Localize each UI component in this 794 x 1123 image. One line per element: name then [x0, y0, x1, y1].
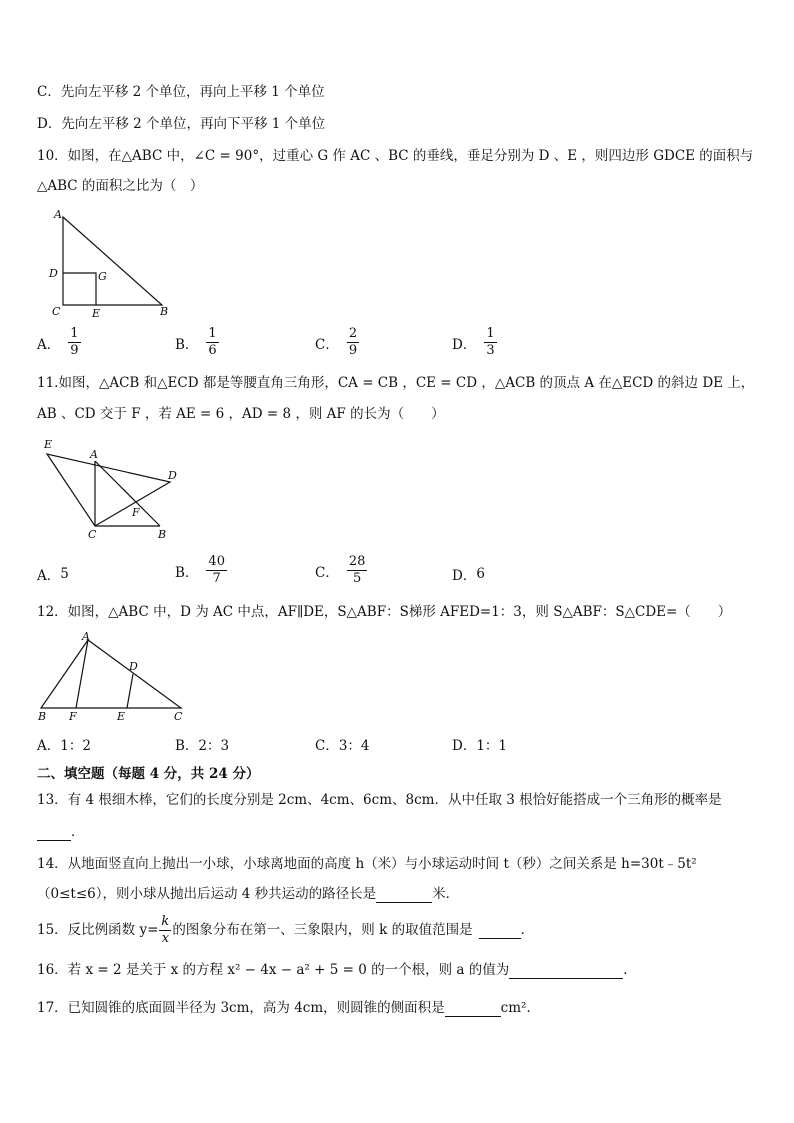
label-a: A: [82, 630, 90, 643]
label-c: C: [88, 528, 97, 541]
label-g: G: [98, 270, 107, 283]
q14-stem-line2: （0≤t≤6），则小球从抛出后运动 4 秒共运动的路径长是 米．: [37, 886, 460, 902]
q12-figure: [36, 630, 186, 725]
label-b: B: [160, 305, 169, 318]
q11-stem-line1: 11.如图，△ACB 和△ECD 都是等腰直角三角形，CA = CB ，CE = CD ，△ACB 的顶点 A 在△ECD 的斜边 DE 上，: [37, 375, 755, 391]
q10-stem-line2: △ABC 的面积之比为（ ）: [37, 178, 204, 194]
label-d: D: [168, 469, 177, 482]
q17-answer-blank[interactable]: [445, 1000, 501, 1017]
q13-answer-blank[interactable]: [37, 824, 71, 841]
q16-stem: 16．若 x = 2 是关于 x 的方程 x² − 4x − a² + 5 = 0 的一个根，则 a 的值为 ．: [37, 962, 637, 978]
q9-option-d: D．先向左平移 2 个单位，再向下平移 1 个单位: [37, 116, 326, 132]
q10-option-a: A． $\frac{1}{9}$: [37, 326, 79, 358]
label-c: C: [174, 710, 183, 723]
triangle-ecd: [47, 454, 170, 526]
q11-option-a: A． 5: [37, 566, 69, 584]
q11-option-c: C． $\frac{28}{5}$: [315, 554, 366, 586]
quadrilateral-gdce: [63, 273, 96, 305]
label-b: B: [38, 710, 47, 723]
q12-option-a: A．1：2: [37, 738, 91, 754]
label-b: B: [158, 528, 167, 541]
q10-option-c: C． $\frac{2}{9}$: [315, 326, 358, 358]
q9-option-c: C．先向左平移 2 个单位，再向上平移 1 个单位: [37, 84, 325, 100]
q12-option-d: D．1：1: [452, 738, 508, 754]
segment-af: [76, 640, 88, 708]
triangle-abc: [63, 217, 162, 305]
q10-options: [37, 326, 757, 366]
q11-option-d: D． 6: [452, 566, 485, 584]
q10-option-d: D． $\frac{1}{3}$: [452, 326, 495, 358]
q15-fraction: $\frac{k}{x}$: [161, 913, 170, 946]
label-f: F: [132, 506, 140, 519]
label-d: D: [49, 267, 58, 280]
label-c: C: [52, 305, 61, 318]
label-a: A: [54, 208, 62, 221]
segment-de: [127, 674, 133, 708]
triangle-abc: [41, 640, 181, 708]
q11-options: [37, 554, 757, 594]
section-fill-in-heading: 二、填空题（每题 4 分，共 24 分）: [37, 766, 260, 782]
q12-option-c: C．3：4: [315, 738, 370, 754]
q10-option-b: B． $\frac{1}{6}$: [175, 326, 217, 358]
q15-answer-blank[interactable]: [479, 922, 521, 939]
q11-figure: [40, 432, 190, 547]
label-e: E: [44, 438, 53, 451]
q11-option-b: B． $\frac{40}{7}$: [175, 554, 225, 586]
q16-answer-blank[interactable]: [509, 962, 623, 979]
q12-option-b: B．2：3: [175, 738, 230, 754]
q12-stem: 12．如图，△ABC 中，D 为 AC 中点，AF∥DE，S△ABF：S梯形 AFED=1：3，则 S△ABF：S△CDE=（ ）: [37, 604, 732, 620]
q17-stem: 17．已知圆锥的底面圆半径为 3cm，高为 4cm，则圆锥的侧面积是 cm²．: [37, 1000, 540, 1016]
label-e: E: [92, 307, 101, 320]
q13-stem: 13．有 4 根细木棒，它们的长度分别是 2cm、4cm、6cm、8cm．从中任取 3 根恰好能搭成一个三角形的概率是: [37, 792, 722, 808]
label-d: D: [129, 660, 138, 673]
q14-stem-line1: 14．从地面竖直向上抛出一小球，小球离地面的高度 h（米）与小球运动时间 t（秒）之间关系是 h=30t﹣5t²: [37, 856, 697, 872]
q13-answer-line: ．: [37, 823, 85, 841]
q10-stem-line1: 10．如图，在△ABC 中，∠C = 90°，过重心 G 作 AC 、BC 的垂线，垂足分别为 D 、E ，则四边形 GDCE 的面积与: [37, 148, 754, 164]
label-f: F: [69, 710, 77, 723]
q15-stem: 15．反比例函数 y= $\frac{k}{x}$ 的图象分布在第一、三象限内，则 k 的取值范围是 ．: [37, 913, 535, 946]
label-a: A: [90, 448, 98, 461]
label-e: E: [117, 710, 126, 723]
q11-stem-line2: AB 、CD 交于 F ，若 AE = 6 ，AD = 8 ，则 AF 的长为（ ）: [37, 406, 445, 422]
q14-answer-blank[interactable]: [376, 886, 432, 903]
q10-figure: [40, 205, 180, 320]
